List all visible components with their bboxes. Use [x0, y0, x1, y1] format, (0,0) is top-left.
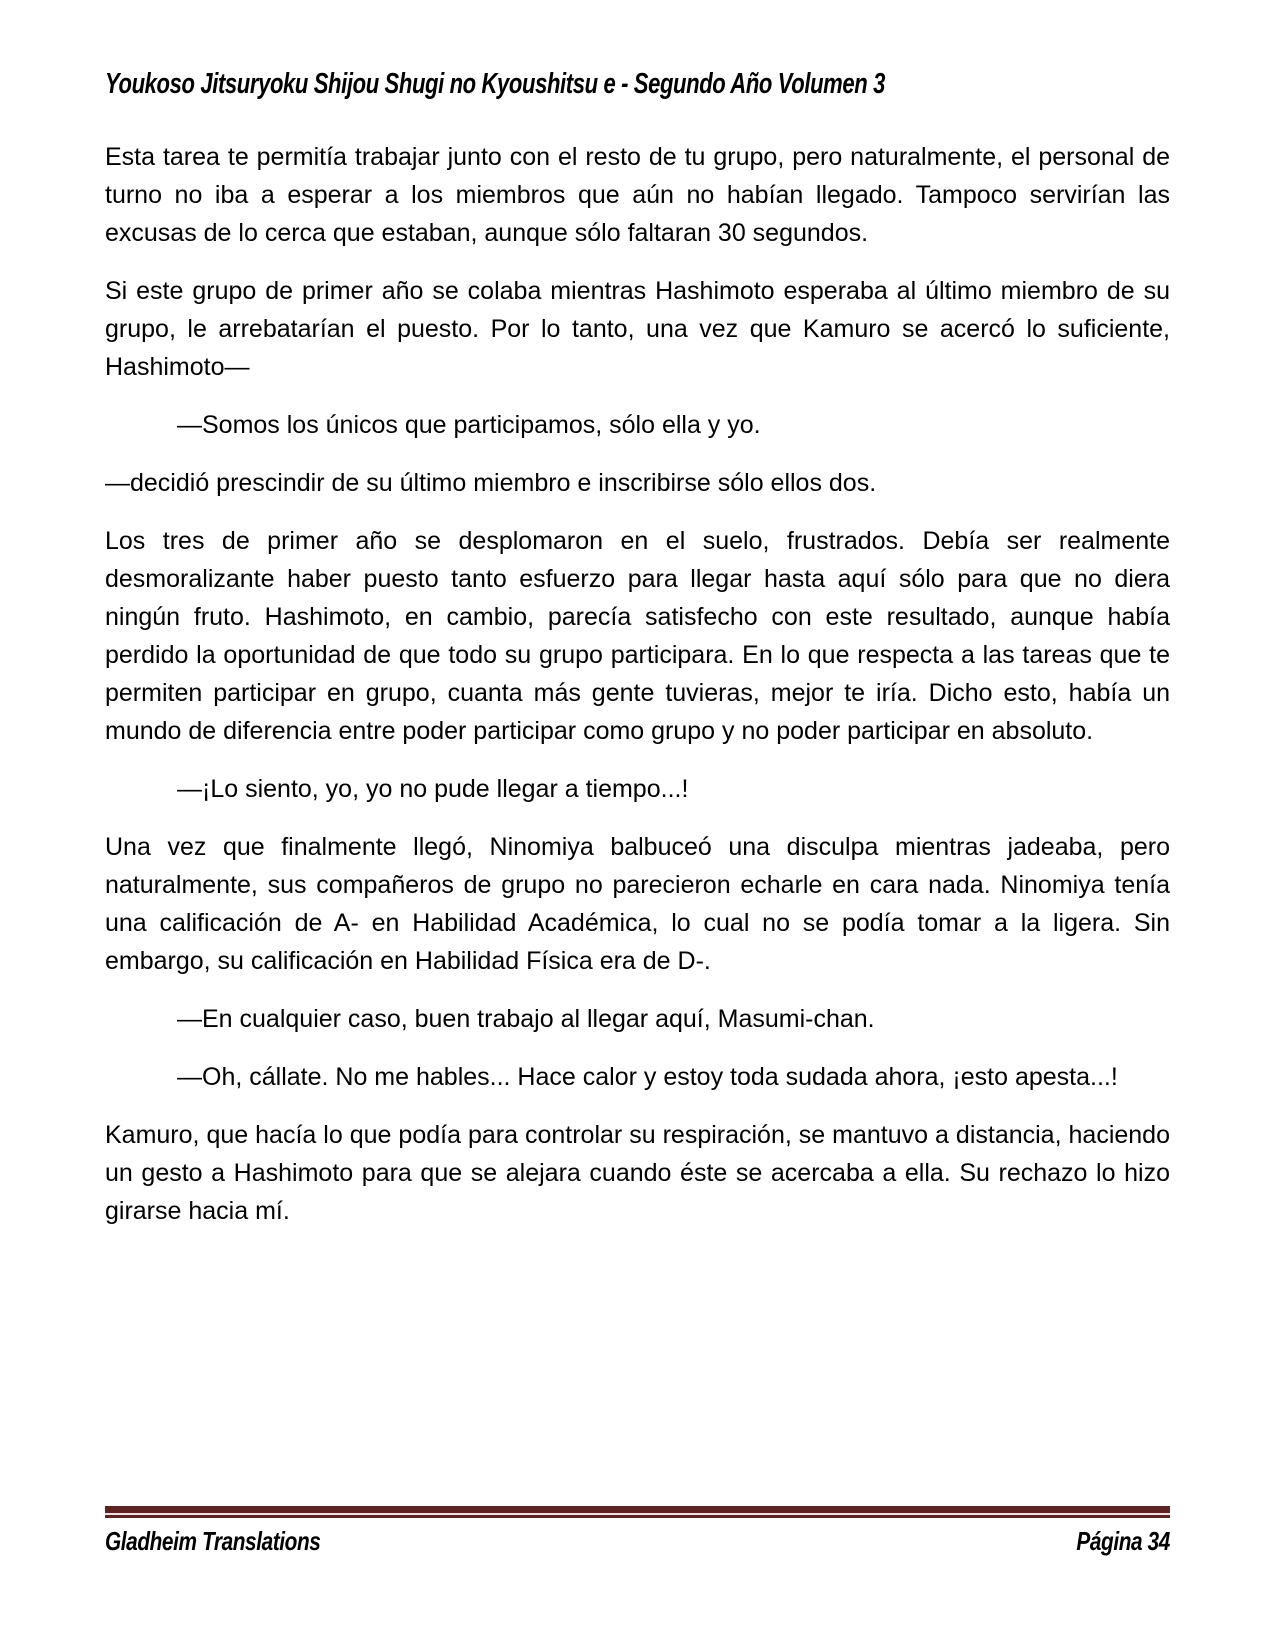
paragraph: Si este grupo de primer año se colaba mientras Hashimoto esperaba al último miembro de su grupo, le arrebatarían el puesto. Por lo tanto, una vez que Kamuro se acercó lo suficiente, Hashimoto—: [105, 277, 1170, 381]
page-number: Página 34: [1076, 1526, 1170, 1556]
document-title: Youkoso Jitsuryoku Shijou Shugi no Kyoushitsu e - Segundo Año Volumen 3: [105, 68, 885, 100]
footer-thick-thin-rule: [105, 1506, 1170, 1518]
document-header: [105, 68, 1170, 108]
paragraph: —decidió prescindir de su último miembro e inscribirse sólo ellos dos.: [105, 469, 877, 497]
dialogue-paragraph: —Somos los únicos que participamos, sólo ella y yo.: [177, 411, 761, 439]
paragraph: Esta tarea te permitía trabajar junto con el resto de tu grupo, pero naturalmente, el personal de turno no iba a esperar a los miembros que aún no habían llegado. Tampoco servirían las excusas de lo cerca que estaban, aunque sólo faltaran 30 segundos.: [105, 143, 1170, 247]
footer-translator-credit: Gladheim Translations: [105, 1526, 321, 1556]
footer: [105, 1506, 1170, 1557]
paragraph: Kamuro, que hacía lo que podía para controlar su respiración, se mantuvo a distancia, haciendo un gesto a Hashimoto para que se alejara cuando éste se acercaba a ella. Su rechazo lo hizo girarse hacia mí.: [105, 1121, 1170, 1225]
body-text: [105, 138, 1170, 1250]
dialogue-paragraph: —En cualquier caso, buen trabajo al llegar aquí, Masumi-chan.: [177, 1005, 875, 1033]
footer-row: [105, 1526, 1170, 1557]
dialogue-paragraph: —Oh, cállate. No me hables... Hace calor y estoy toda sudada ahora, ¡esto apesta...!: [177, 1063, 1118, 1091]
paragraph: Los tres de primer año se desplomaron en el suelo, frustrados. Debía ser realmente desmoralizante haber puesto tanto esfuerzo para llegar hasta aquí sólo para que no diera ningún fruto. Hashimoto, en cambio, parecía satisfecho con este resultado, aunque había perdido la oportunidad de que todo su grupo participara. En lo que respecta a las tareas que te permiten participar en grupo, cuanta más gente tuvieras, mejor te iría. Dicho esto, había un mundo de diferencia entre poder participar como grupo y no poder participar en absoluto.: [105, 527, 1170, 745]
dialogue-paragraph: —¡Lo siento, yo, yo no pude llegar a tiempo...!: [177, 775, 689, 803]
paragraph: Una vez que finalmente llegó, Ninomiya balbuceó una disculpa mientras jadeaba, pero naturalmente, sus compañeros de grupo no parecieron echarle en cara nada. Ninomiya tenía una calificación de A- en Habilidad Académica, lo cual no se podía tomar a la ligera. Sin embargo, su calificación en Habilidad Física era de D-.: [105, 833, 1170, 975]
